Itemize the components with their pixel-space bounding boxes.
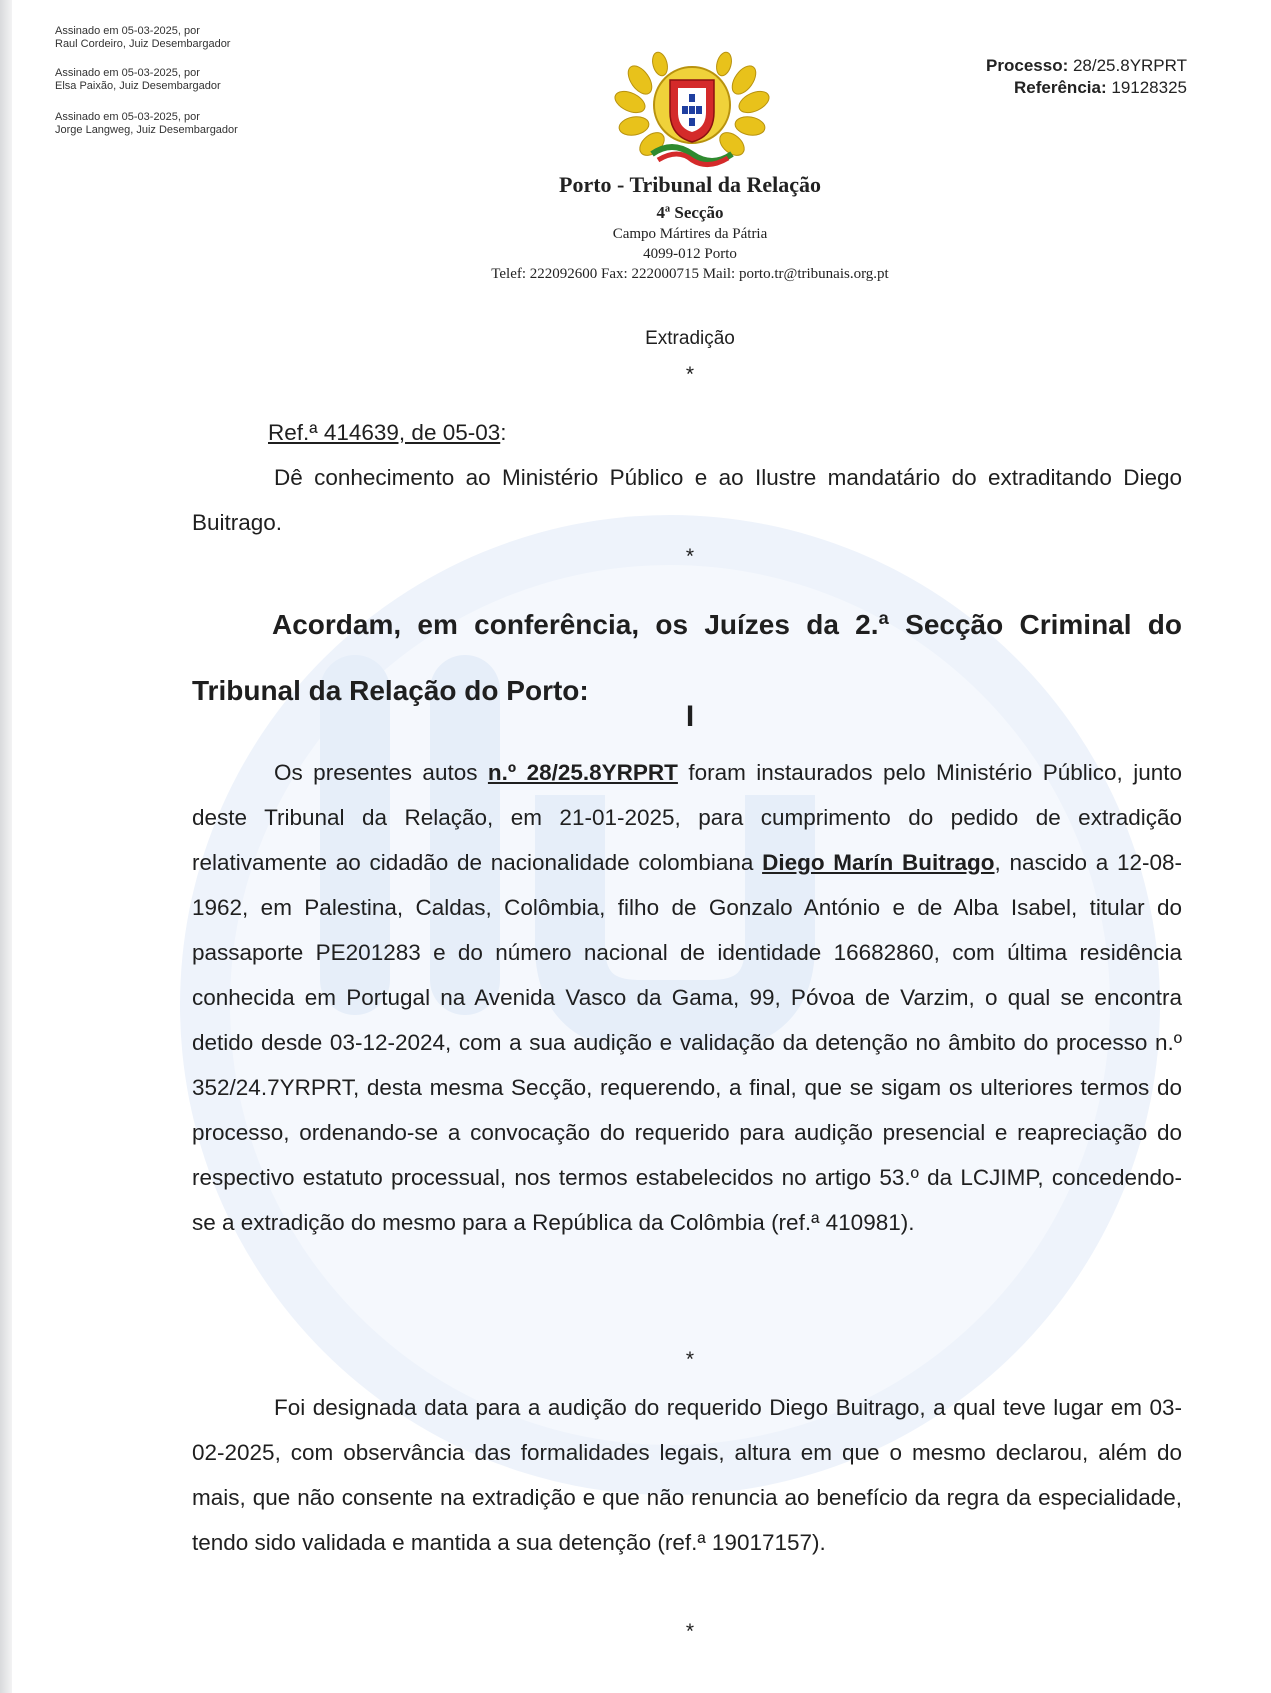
- process-label: Processo:: [986, 56, 1069, 75]
- signature-signer: Jorge Langweg, Juiz Desembargador: [55, 124, 238, 136]
- process-number: 28/25.8YRPRT: [1072, 56, 1187, 75]
- signature-block: [55, 67, 238, 93]
- court-address: Campo Mártires da Pátria: [612, 226, 768, 242]
- court-postal-code: 4099-012 Porto: [643, 246, 737, 262]
- signature-date: Assinado em 05-03-2025, por: [55, 25, 200, 37]
- para1-text-b: foram instaurados pelo Ministério Público, junto deste Tribunal da Relação, em 21-01-2025, para cumprimento do pedido de extradição relativamente ao cidadão de nacionalidade colombiana: [192, 760, 1183, 875]
- para1-text-c: , nascido a 12-08-1962, em Palestina, Caldas, Colômbia, filho de Gonzalo António e de Alba Isabel, titular do passaporte PE201283 e do número nacional de identidade 16682860, com última residência conhecida em Portugal na Avenida Vasco da Gama, 99, Póvoa de Varzim, o qual se encontra detido desde 03-12-2024, com a sua audição e validação da detenção no âmbito do processo n.º 352/24.7YRPRT, desta mesma Secção, requerendo, a final, que se sigam os ulteriores termos do processo, ordenando-se a convocação do requerido para audição presencial e reapreciação do respectivo estatuto processual, nos termos estabelecidos no artigo 53.º da LCJIMP, concedendo-se a extradição do mesmo para a República da Colômbia (ref.ª 410981).: [192, 850, 1182, 1235]
- separator-star: *: [685, 1348, 695, 1371]
- court-section: 4ª Secção: [656, 203, 724, 222]
- para1-text-a: Os presentes autos: [274, 760, 488, 785]
- signature-date: Assinado em 05-03-2025, por: [55, 67, 200, 79]
- defendant-name: Diego Marín Buitrago: [762, 850, 995, 875]
- process-number-ref: n.º 28/25.8YRPRT: [487, 760, 678, 785]
- coat-of-arms-emblem: [612, 50, 772, 170]
- separator-star: *: [685, 1620, 695, 1643]
- page-edge-shadow: [0, 0, 12, 1693]
- paragraph-2: Foi designada data para a audição do requerido Diego Buitrago, a qual teve lugar em 03-02-2025, com observância das formalidades legais, altura em que o mesmo declarou, além do mais, que não consente na extradição e que não renuncia ao benefício da regra da especialidade, tendo sido validada e mantida a sua detenção (ref.ª 19017157).: [192, 1395, 1182, 1555]
- signature-block: [55, 111, 238, 137]
- signature-signer: Elsa Paixão, Juiz Desembargador: [55, 80, 221, 92]
- digital-signatures: [55, 25, 238, 153]
- signature-signer: Raul Cordeiro, Juiz Desembargador: [55, 38, 231, 50]
- acordam-heading: Acordam, em conferência, os Juízes da 2.ª Secção Criminal do Tribunal da Relação do Porto:: [192, 609, 1182, 706]
- paragraph-1: [192, 750, 1182, 1245]
- reference-text: Dê conhecimento ao Ministério Público e ao Ilustre mandatário do extraditando Diego Buitrago.: [192, 465, 1182, 535]
- reference-colon: :: [500, 420, 507, 445]
- separator-star: *: [685, 363, 695, 386]
- signature-date: Assinado em 05-03-2025, por: [55, 111, 200, 123]
- reference-link-text: Ref.ª 414639, de 05-03: [268, 420, 501, 445]
- court-contacts: Telef: 222092600 Fax: 222000715 Mail: porto.tr@tribunais.org.pt: [491, 266, 889, 282]
- reference-number: 19128325: [1111, 78, 1187, 97]
- document-type: Extradição: [645, 328, 735, 349]
- section-numeral: I: [685, 700, 695, 733]
- process-info: [986, 55, 1187, 99]
- signature-block: [55, 25, 238, 51]
- reference-label: Referência:: [1014, 78, 1107, 97]
- reference-paragraph: [192, 410, 1182, 545]
- separator-star: *: [685, 545, 695, 568]
- court-name: Porto - Tribunal da Relação: [559, 172, 821, 197]
